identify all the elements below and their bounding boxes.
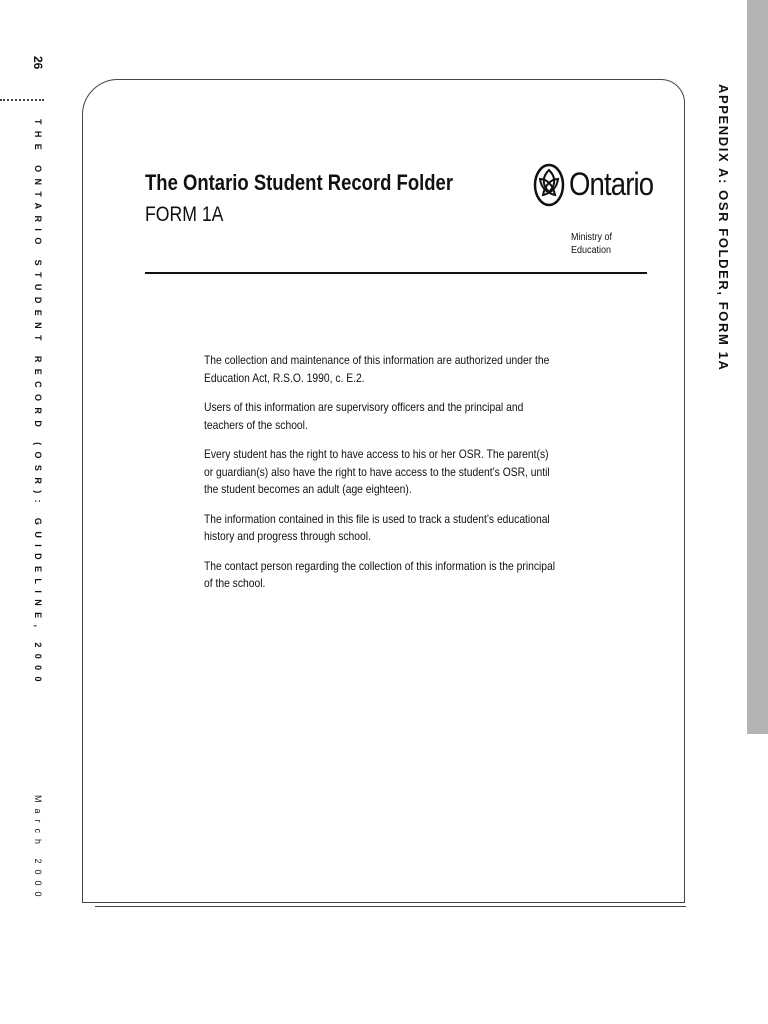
appendix-title: APPENDIX A: OSR FOLDER, FORM 1A [716,84,731,372]
notice-paragraph: Every student has the right to have access to his or her OSR. The parent(s) or guardian(s) also have the right to have access to the student’s OSR, until the student becomes an adult (age eighteen). [204,447,550,496]
ontario-logo [533,162,653,212]
notice-text [204,352,557,605]
trillium-icon [533,162,565,208]
notice-paragraph: The collection and maintenance of this information are authorized under the Education Act, R.S.O. 1990, c. E.2. [204,353,550,385]
notice-paragraph: The information contained in this file is used to track a student’s educational history and progress through school. [204,511,550,543]
header-rule [145,272,647,274]
side-tab [747,0,768,734]
notice-paragraph: The contact person regarding the collection of this information is the principal of the school. [204,558,556,590]
publication-date: March 2000 [33,795,43,903]
guideline-title: THE ONTARIO STUDENT RECORD (OSR): GUIDELINE, 2000 [33,119,43,688]
form-subtitle: FORM 1A [145,203,224,226]
logo-wordmark: Ontario [569,166,654,202]
notice-paragraph: Users of this information are supervisory officers and the principal and teachers of the school. [204,400,524,432]
page-number: 26 [31,56,45,70]
dotted-leader [0,99,44,101]
ministry-label: Ministry of Education [571,232,613,256]
form-title: The Ontario Student Record Folder [145,170,454,195]
